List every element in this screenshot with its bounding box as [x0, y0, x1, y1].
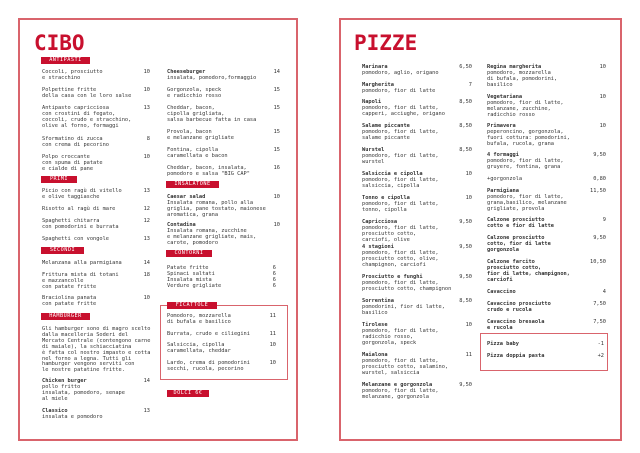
item-description: basilico — [362, 309, 388, 316]
menu-item — [42, 69, 150, 82]
item-price: 9,50 — [459, 219, 472, 225]
item-description: pomodoro, fior di latte, — [362, 279, 439, 286]
item-price: 13 — [143, 188, 150, 194]
item-description: con crema di pecorino — [42, 141, 109, 148]
item-price: 13 — [143, 408, 150, 414]
item-name: Salame piccante — [362, 123, 410, 129]
item-price: 15 — [273, 129, 280, 135]
item-price: 10 — [143, 154, 150, 160]
item-price: 8,50 — [459, 298, 472, 304]
item-description: pomodoro, mozzarella — [487, 69, 551, 76]
item-price: 11 — [269, 331, 276, 337]
item-price: 8,50 — [459, 123, 472, 129]
menu-item — [42, 378, 150, 403]
section-header-primi: PRIMI — [41, 176, 77, 183]
menu-item — [167, 360, 276, 373]
item-description: Melanzana alla parmigiana — [42, 260, 122, 266]
menu-item — [167, 69, 280, 82]
menu-item — [487, 259, 606, 284]
item-price: 15 — [273, 147, 280, 153]
item-name: Sorrentina — [362, 298, 394, 304]
item-price: -1 — [597, 341, 604, 347]
menu-item — [42, 260, 150, 267]
item-name: Calzone farcito — [487, 259, 535, 265]
item-description: radicchio rosso — [487, 111, 535, 118]
item-description: coccoli, crudo e stracchino, — [42, 116, 132, 123]
item-name: Cavaccino bresaola — [487, 319, 545, 325]
item-description: Salsiccia, cipolla — [167, 342, 225, 348]
item-name: Parmigiana — [487, 188, 519, 194]
item-description: aromatica, grana — [167, 211, 219, 218]
item-description: con patate fritte — [42, 283, 97, 290]
extras-box — [480, 333, 608, 371]
menu-item — [487, 123, 606, 148]
item-price: 13 — [143, 105, 150, 111]
item-description: Sformatino di zucca — [42, 136, 103, 142]
item-description: di bufala, pomodorini, — [487, 75, 558, 82]
item-price: 7 — [468, 82, 472, 88]
menu-item — [362, 147, 472, 166]
item-description: salame piccante — [362, 134, 410, 141]
item-description: pomodoro, fior di latte, — [362, 327, 439, 334]
item-description: Risotto al ragù di mare — [42, 206, 116, 212]
item-name: Cheeseburger — [167, 69, 206, 75]
menu-item — [42, 408, 150, 421]
item-description: e rucola — [487, 324, 513, 331]
item-description: champignon, carciofi — [362, 261, 426, 268]
item-description: e mazzancolle — [42, 277, 84, 284]
item-description: Frittura mista di totani — [42, 272, 119, 278]
item-name: Marinara — [362, 64, 388, 70]
item-price: 8,50 — [459, 147, 472, 153]
item-price: 10 — [273, 194, 280, 200]
item-price: 10 — [599, 64, 606, 70]
item-description: cotto, fior di latte — [487, 240, 551, 247]
item-description: Spaghetti con vongole — [42, 236, 109, 242]
item-description: radicchio rosso, — [362, 333, 414, 340]
item-price: 6 — [272, 283, 276, 289]
menu-item — [42, 272, 150, 291]
page-title: PIZZE — [354, 31, 418, 55]
item-description: gorgonzola — [487, 246, 519, 253]
item-description: pomodoro, fior di latte, — [362, 387, 439, 394]
item-description: di bufala e basilico — [167, 318, 231, 325]
item-description: basilico — [487, 81, 513, 88]
item-description: pomodorini, fior di latte, — [362, 303, 445, 310]
menu-item — [42, 236, 150, 243]
item-price: 10 — [143, 69, 150, 75]
item-description: pomodoro, fior di latte, — [487, 193, 564, 200]
item-name: Wurstel — [362, 147, 385, 153]
item-price: 10 — [465, 171, 472, 177]
item-price: 7,50 — [593, 301, 606, 307]
item-price: 9,50 — [593, 152, 606, 158]
menu-item — [42, 295, 150, 308]
item-description: Burrata, crudo e ciliegini — [167, 331, 250, 337]
item-name: Salsiccia e cipolla — [362, 171, 423, 177]
item-description: +gorgonzola — [487, 176, 523, 182]
intro-line: nel forno a legna. Tutti gli — [42, 355, 132, 362]
item-price: 11 — [465, 352, 472, 358]
item-description: Lardo, crema di pomodorini — [167, 360, 250, 366]
menu-item — [42, 154, 150, 173]
item-name: Regina margherita — [487, 64, 542, 70]
item-price: 10 — [465, 195, 472, 201]
item-description: prosciutto cotto, champignon — [362, 285, 452, 292]
item-price: 10 — [599, 94, 606, 100]
menu-item — [487, 94, 606, 119]
menu-item — [487, 301, 606, 314]
menu-item — [362, 352, 472, 377]
item-price: 10 — [143, 295, 150, 301]
item-name: 4 formaggi — [487, 152, 519, 158]
item-description: wurstel, salsiccia — [362, 369, 420, 376]
section-header-antipasti: ANTIPASTI — [41, 57, 90, 64]
menu-item — [167, 129, 280, 142]
item-description: e olive taggiasche — [42, 193, 100, 200]
item-description: e melanzane grigliate — [167, 134, 234, 141]
item-description: pomodoro, fior di latte, — [362, 224, 439, 231]
page-title: CIBO — [34, 31, 85, 55]
menu-item — [487, 353, 604, 360]
item-description: pomodoro, fior di latte, — [362, 200, 439, 207]
item-name: Prosciutto e funghi — [362, 274, 423, 280]
item-description: Coccoli, prosciutto — [42, 69, 103, 75]
item-description: Spaghetti chitarra — [42, 218, 100, 224]
item-price: 10 — [269, 360, 276, 366]
item-price: 10 — [143, 87, 150, 93]
item-description: grigliate, provola — [487, 205, 545, 212]
item-description: e melanzane grigliate, mais, — [167, 233, 257, 240]
item-description: prosciutto cotto, — [362, 230, 417, 237]
item-description: caramellata e bacon — [167, 152, 228, 159]
item-name: Capricciosa — [362, 219, 398, 225]
item-name: Margherita — [362, 82, 394, 88]
menu-item — [167, 87, 280, 100]
item-description: Insalata romana, pollo alla — [167, 199, 254, 206]
item-description: insalata, pomodoro, senape — [42, 389, 125, 396]
item-description: capperi, acciughe, origano — [362, 110, 445, 117]
item-description: e stracchino — [42, 74, 81, 81]
item-description: Verdure grigliate — [167, 283, 222, 289]
section-header-secondi: SECONDI — [41, 247, 84, 254]
item-description: Cheddar, bacon, insalata, — [167, 165, 247, 171]
menu-item — [167, 313, 276, 326]
item-description: con spuma di patate — [42, 159, 103, 166]
item-name: Pizza baby — [487, 341, 519, 347]
item-description: carciofi, olive — [362, 236, 410, 243]
item-price: 14 — [143, 260, 150, 266]
item-description: Insalata romana, zucchine — [167, 227, 247, 234]
item-name: Napoli — [362, 99, 382, 105]
item-description: pomodoro, fior di latte, — [362, 128, 439, 135]
item-description: pomodoro, fior di latte, — [362, 176, 439, 183]
item-price: 7,50 — [593, 319, 606, 325]
item-description: melanzane, gorgonzola — [362, 393, 429, 400]
menu-item — [362, 64, 472, 77]
item-description: carciofi — [487, 276, 513, 283]
menu-item — [362, 298, 472, 317]
item-name: Primavera — [487, 123, 516, 129]
menu-page-pizze — [339, 18, 622, 441]
item-description: e radicchio rosso — [167, 92, 222, 99]
item-description: tonno, cipolla — [362, 206, 407, 213]
item-description: pomodoro e salsa "BIG CAP" — [167, 170, 250, 177]
item-description: melanzane, zucchine, — [487, 105, 551, 112]
intro-line: le nostre patatine fritte. — [42, 367, 125, 374]
item-description: pomodoro, fior di latte, — [487, 157, 564, 164]
menu-item — [167, 222, 280, 247]
item-price: 10 — [465, 322, 472, 328]
item-description: e cialde di pane — [42, 165, 94, 172]
menu-item — [362, 99, 472, 118]
item-price: 6 — [272, 271, 276, 277]
item-price: 9 — [602, 217, 606, 223]
menu-page-cibo — [18, 18, 298, 441]
item-price: 15 — [273, 105, 280, 111]
menu-item — [167, 342, 276, 355]
item-name: Classico — [42, 408, 68, 414]
menu-item — [167, 147, 280, 160]
menu-item — [362, 82, 472, 95]
menu-item — [42, 87, 150, 100]
item-description: Insalata mista — [167, 277, 212, 283]
item-description: fior di latte, champignon, — [487, 270, 570, 277]
intro-line: è fatta col nostro impasto e cotta — [42, 349, 151, 356]
menu-item — [362, 322, 472, 347]
item-name: Melanzane e gorgonzola — [362, 382, 433, 388]
item-description: cotto e fior di latte — [487, 222, 554, 229]
item-name: 4 stagioni — [362, 244, 394, 250]
menu-item — [487, 289, 606, 296]
item-price: 14 — [143, 378, 150, 384]
item-description: insalata e pomodoro — [42, 413, 103, 420]
item-description: Polpettine fritte — [42, 87, 97, 93]
item-description: pomodoro, fior di latte, — [362, 249, 439, 256]
item-name: Chicken burger — [42, 378, 87, 384]
item-price: 8,50 — [459, 99, 472, 105]
item-description: griglia, pane tostato, maionese — [167, 205, 266, 212]
item-description: con crostini di fegato, — [42, 110, 116, 117]
item-name: Vegetariana — [487, 94, 523, 100]
item-name: Cavaccino — [487, 289, 516, 295]
menu-item — [362, 244, 472, 269]
item-description: cipolla grigliata, — [167, 110, 225, 117]
item-description: secchi, rucola, pecorino — [167, 365, 244, 372]
item-price: 13 — [143, 236, 150, 242]
menu-item — [42, 206, 150, 213]
item-price: 9,50 — [593, 235, 606, 241]
item-name: Calzone prosciutto — [487, 217, 545, 223]
item-description: Patate fritte — [167, 265, 209, 271]
menu-item — [362, 123, 472, 142]
item-description: prosciutto cotto, olive, — [362, 255, 439, 262]
menu-item — [362, 171, 472, 190]
item-price: 11,50 — [590, 188, 606, 194]
item-name: Calzone prosciutto — [487, 235, 545, 241]
item-description: Cheddar, bacon, — [167, 105, 215, 111]
item-price: 11 — [269, 313, 276, 319]
item-description: peperoncino, gorgonzola, — [487, 128, 564, 135]
item-description: Pomodoro, mozzarella — [167, 313, 231, 319]
item-price: 9,50 — [459, 382, 472, 388]
item-description: carote, pomodoro — [167, 239, 219, 246]
item-name: Pizza doppia pasta — [487, 353, 545, 359]
menu-item — [487, 176, 606, 183]
menu-item — [487, 341, 604, 348]
item-name: Maialona — [362, 352, 388, 358]
item-description: pomodoro, fior di latte, — [362, 152, 439, 159]
item-description: pollo fritto — [42, 383, 81, 390]
item-price: 9,50 — [459, 274, 472, 280]
item-description: prosciutto cotto, — [487, 264, 542, 271]
item-description: Fontina, cipolla — [167, 147, 219, 153]
menu-item — [362, 382, 472, 401]
menu-item — [362, 195, 472, 214]
section-header-ficattole: FICATTOLE — [167, 302, 217, 309]
menu-item — [487, 217, 606, 230]
intro-line: Mercato Centrale (contengono carne — [42, 337, 151, 344]
menu-item — [167, 331, 276, 338]
intro-line: hamburger vengono serviti con — [42, 361, 135, 368]
item-price: 16 — [273, 165, 280, 171]
item-description: della casa con le loro salse — [42, 92, 132, 99]
section-header-contorni: CONTORNI — [166, 250, 212, 257]
item-price: 8 — [146, 136, 150, 142]
item-description: con pomodorini e burrata — [42, 223, 119, 230]
item-price: 10 — [599, 123, 606, 129]
menu-item — [487, 188, 606, 213]
item-description: pomodoro, fior di latte — [362, 87, 436, 94]
item-price: 10,50 — [590, 259, 606, 265]
menu-item — [42, 188, 150, 201]
item-description: wurstel — [362, 158, 385, 165]
item-description: Provola, bacon — [167, 129, 212, 135]
item-price: 10 — [269, 342, 276, 348]
item-description: Spinaci saltati — [167, 271, 215, 277]
item-price: 10 — [273, 222, 280, 228]
item-price: 6 — [272, 265, 276, 271]
item-description: salsiccia, cipolla — [362, 182, 420, 189]
menu-item — [167, 105, 280, 124]
item-description: gorgonzola, speck — [362, 339, 417, 346]
section-header-dolci: DOLCI 6€ — [167, 390, 209, 397]
item-name: Contadina — [167, 222, 196, 228]
item-name: Cavaccino prosciutto — [487, 301, 551, 307]
item-description: Polpo croccante — [42, 154, 90, 160]
item-description: Gorgonzola, speck — [167, 87, 222, 93]
menu-item — [487, 64, 606, 89]
item-description: crudo e rucola — [487, 306, 532, 313]
item-price: +2 — [597, 353, 604, 359]
item-description: con patate fritte — [42, 300, 97, 307]
item-price: 4 — [602, 289, 606, 295]
item-description: fuori cottura: pomodorini, — [487, 134, 570, 141]
item-description: salsa barbecue fatta in casa — [167, 116, 257, 123]
intro-line: dalla macelleria Soderi del — [42, 331, 129, 338]
item-description: grana,basilico, melanzane — [487, 199, 567, 206]
item-description: prosciutto cotto, salamino, — [362, 363, 449, 370]
item-description: Braciolina panata — [42, 295, 97, 301]
item-description: pomodoro, fior di latte, — [487, 99, 564, 106]
menu-item — [167, 165, 280, 178]
section-header-insalatone: INSALATONE — [166, 181, 219, 188]
item-price: 0,80 — [593, 176, 606, 182]
item-price: 12 — [143, 206, 150, 212]
intro-line: di maiale), la schiacciatina — [42, 343, 132, 350]
item-description: al miele — [42, 395, 68, 402]
menu-item — [487, 319, 606, 332]
hamburger-intro — [42, 327, 150, 374]
item-price: 12 — [143, 218, 150, 224]
menu-item — [42, 136, 150, 149]
item-price: 9,50 — [459, 244, 472, 250]
item-description: caramellata, cheddar — [167, 347, 231, 354]
item-name: Caesar salad — [167, 194, 206, 200]
item-description: bufala, rucola, grana — [487, 140, 554, 147]
menu-item — [362, 219, 472, 244]
item-description: gruyere, fontina, grana — [487, 163, 561, 170]
item-price: 6,50 — [459, 64, 472, 70]
item-name: Tonno e cipolla — [362, 195, 410, 201]
section-header-hamburger: HAMBURGER — [41, 313, 90, 320]
item-description: Picio con ragù di vitello — [42, 188, 122, 194]
item-price: 6 — [272, 277, 276, 283]
item-name: Tirolese — [362, 322, 388, 328]
menu-item — [167, 283, 276, 290]
menu-item — [42, 105, 150, 130]
menu-item — [487, 152, 606, 171]
item-description: Antipasto capricciosa — [42, 105, 109, 111]
item-description: pomodoro, fior di latte, — [362, 357, 439, 364]
item-description: pomodoro, fior di latte, — [362, 104, 439, 111]
menu-item — [487, 235, 606, 254]
item-price: 18 — [143, 272, 150, 278]
item-description: pomodoro, aglio, origano — [362, 69, 439, 76]
menu-item — [362, 274, 472, 293]
intro-line: Gli hamburger sono di magro scelto — [42, 326, 151, 332]
item-description: insalata, pomodoro,formaggio — [167, 74, 257, 81]
menu-item — [42, 218, 150, 231]
item-price: 14 — [273, 69, 280, 75]
menu-item — [167, 194, 280, 219]
item-price: 15 — [273, 87, 280, 93]
item-description: olive al forno, formaggi — [42, 122, 119, 129]
